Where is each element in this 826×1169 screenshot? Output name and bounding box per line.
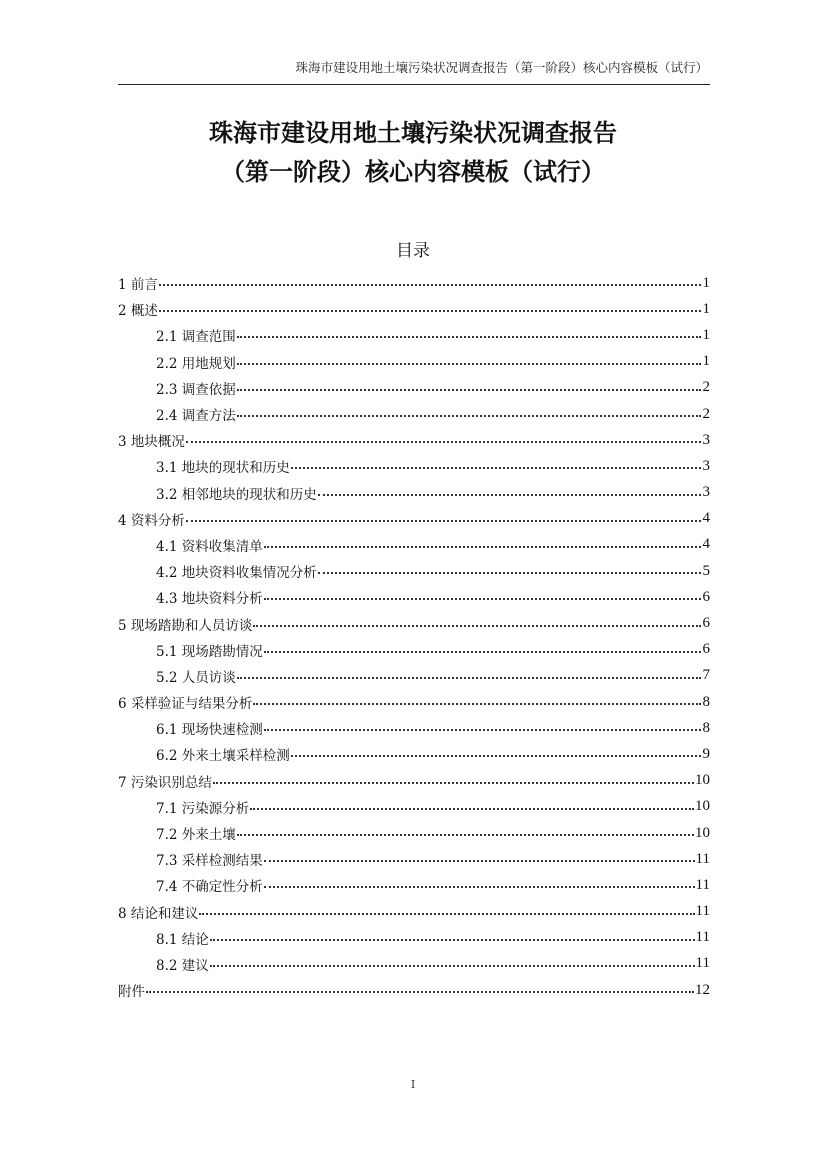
toc-dot-leader [237, 834, 694, 836]
toc-entry-page[interactable]: 3 [702, 484, 710, 501]
toc-entry[interactable] [118, 270, 710, 296]
toc-entry-page[interactable]: 6 [702, 641, 710, 658]
toc-entry[interactable] [118, 768, 710, 794]
toc-entry-label[interactable]: 7.3 采样检测结果 [156, 853, 263, 870]
toc-entry-page[interactable]: 11 [695, 903, 710, 920]
table-of-contents [118, 270, 710, 1003]
toc-dot-leader [250, 808, 694, 810]
toc-entry-page[interactable]: 11 [695, 876, 710, 893]
toc-entry[interactable] [118, 794, 710, 820]
toc-entry-page[interactable]: 5 [702, 562, 710, 579]
toc-dot-leader [237, 336, 701, 338]
toc-entry-label[interactable]: 3.1 地块的现状和历史 [156, 460, 290, 477]
toc-entry-label[interactable]: 4.2 地块资料收集情况分析 [156, 565, 317, 582]
toc-heading: 目录 [396, 241, 430, 261]
toc-entry-page[interactable]: 8 [702, 719, 710, 736]
toc-entry[interactable] [118, 951, 710, 977]
toc-dot-leader [210, 965, 695, 967]
toc-entry[interactable] [118, 506, 710, 532]
toc-dot-leader [264, 886, 695, 888]
toc-entry[interactable] [118, 401, 710, 427]
toc-entry-label[interactable]: 4 资料分析 [118, 512, 185, 529]
toc-dot-leader [318, 572, 701, 574]
toc-dot-leader [237, 677, 701, 679]
document-title-line2: （第一阶段）核心内容模板（试行） [221, 158, 605, 186]
toc-entry-label[interactable]: 2.3 调查依据 [156, 381, 236, 398]
toc-entry-page[interactable]: 1 [702, 353, 710, 370]
toc-dot-leader [186, 520, 701, 522]
toc-entry-label[interactable]: 附件 [118, 984, 145, 1001]
toc-entry[interactable] [118, 610, 710, 636]
toc-entry-label[interactable]: 8 结论和建议 [118, 905, 199, 922]
toc-dot-leader [253, 625, 701, 627]
toc-entry[interactable] [118, 663, 710, 689]
toc-entry[interactable] [118, 480, 710, 506]
toc-dot-leader [237, 415, 701, 417]
toc-entry-page[interactable]: 10 [695, 798, 710, 815]
toc-entry-page[interactable]: 10 [695, 772, 710, 789]
toc-entry-page[interactable]: 8 [702, 693, 710, 710]
page-number: I [410, 1078, 416, 1091]
toc-entry-page[interactable]: 12 [695, 981, 710, 998]
toc-entry[interactable] [118, 925, 710, 951]
toc-entry-label[interactable]: 5 现场踏勘和人员访谈 [118, 617, 253, 634]
toc-entry-label[interactable]: 2.2 用地规划 [156, 355, 236, 372]
toc-entry-label[interactable]: 8.1 结论 [156, 931, 209, 948]
toc-entry-label[interactable]: 5.1 现场踏勘情况 [156, 643, 263, 660]
toc-entry[interactable] [118, 532, 710, 558]
toc-entry-label[interactable]: 7.4 不确定性分析 [156, 879, 263, 896]
toc-entry[interactable] [118, 349, 710, 375]
toc-entry-label[interactable]: 6.2 外来土壤采样检测 [156, 748, 290, 765]
toc-entry-page[interactable]: 6 [702, 615, 710, 632]
toc-dot-leader [159, 310, 701, 312]
toc-dot-leader [291, 755, 701, 757]
toc-entry[interactable] [118, 584, 710, 610]
toc-dot-leader [253, 703, 701, 705]
toc-dot-leader [264, 546, 701, 548]
toc-entry-label[interactable]: 3.2 相邻地块的现状和历史 [156, 486, 317, 503]
toc-entry-label[interactable]: 1 前言 [118, 277, 158, 294]
toc-dot-leader [264, 598, 701, 600]
toc-entry-label[interactable]: 2.1 调查范围 [156, 329, 236, 346]
toc-entry-page[interactable]: 1 [702, 300, 710, 317]
toc-entry-page[interactable]: 2 [702, 379, 710, 396]
toc-entry-label[interactable]: 6.1 现场快速检测 [156, 722, 263, 739]
toc-dot-leader [210, 939, 695, 941]
toc-dot-leader [199, 913, 694, 915]
toc-entry-page[interactable]: 1 [702, 326, 710, 343]
toc-entry[interactable] [118, 637, 710, 663]
toc-dot-leader [146, 991, 694, 993]
toc-dot-leader [213, 782, 694, 784]
toc-entry[interactable] [118, 558, 710, 584]
toc-entry-page[interactable]: 7 [702, 667, 710, 684]
toc-dot-leader [237, 389, 701, 391]
toc-entry-label[interactable]: 7.1 污染源分析 [156, 800, 250, 817]
toc-entry[interactable] [118, 715, 710, 741]
toc-entry-label[interactable]: 3 地块概况 [118, 434, 185, 451]
toc-entry-label[interactable]: 6 采样验证与结果分析 [118, 696, 253, 713]
toc-entry-page[interactable]: 6 [702, 588, 710, 605]
header-divider [118, 84, 710, 85]
toc-entry-label[interactable]: 2 概述 [118, 303, 158, 320]
toc-entry[interactable] [118, 296, 710, 322]
toc-entry[interactable] [118, 820, 710, 846]
toc-entry-label[interactable]: 8.2 建议 [156, 957, 209, 974]
toc-entry[interactable] [118, 375, 710, 401]
toc-entry-label[interactable]: 4.1 资料收集清单 [156, 538, 263, 555]
toc-entry[interactable] [118, 741, 710, 767]
toc-entry-page[interactable]: 4 [702, 510, 710, 527]
toc-entry-label[interactable]: 7 污染识别总结 [118, 774, 212, 791]
toc-entry[interactable] [118, 977, 710, 1003]
toc-dot-leader [264, 729, 701, 731]
toc-entry[interactable] [118, 846, 710, 872]
toc-dot-leader [291, 467, 701, 469]
document-title-line1: 珠海市建设用地土壤污染状况调查报告 [209, 119, 617, 147]
toc-entry-page[interactable]: 1 [702, 274, 710, 291]
toc-entry-page[interactable]: 2 [702, 405, 710, 422]
toc-entry-page[interactable]: 11 [695, 850, 710, 867]
toc-dot-leader [264, 860, 695, 862]
toc-dot-leader [186, 441, 701, 443]
toc-entry-page[interactable]: 11 [695, 929, 710, 946]
toc-entry[interactable] [118, 689, 710, 715]
toc-dot-leader [159, 284, 701, 286]
toc-dot-leader [318, 494, 701, 496]
toc-dot-leader [237, 363, 701, 365]
toc-entry[interactable] [118, 427, 710, 453]
toc-entry-page[interactable]: 4 [702, 536, 710, 553]
toc-entry[interactable] [118, 322, 710, 348]
toc-entry-page[interactable]: 9 [702, 745, 710, 762]
toc-entry[interactable] [118, 872, 710, 898]
toc-entry-label[interactable]: 2.4 调查方法 [156, 408, 236, 425]
toc-entry-page[interactable]: 3 [702, 431, 710, 448]
toc-entry-label[interactable]: 5.2 人员访谈 [156, 669, 236, 686]
toc-entry[interactable] [118, 899, 710, 925]
toc-entry-page[interactable]: 11 [695, 955, 710, 972]
running-header: 珠海市建设用地土壤污染状况调查报告（第一阶段）核心内容模板（试行） [295, 60, 708, 75]
toc-entry-label[interactable]: 7.2 外来土壤 [156, 827, 236, 844]
toc-dot-leader [264, 651, 701, 653]
toc-entry-label[interactable]: 4.3 地块资料分析 [156, 591, 263, 608]
toc-entry-page[interactable]: 3 [702, 457, 710, 474]
toc-entry[interactable] [118, 453, 710, 479]
toc-entry-page[interactable]: 10 [695, 824, 710, 841]
